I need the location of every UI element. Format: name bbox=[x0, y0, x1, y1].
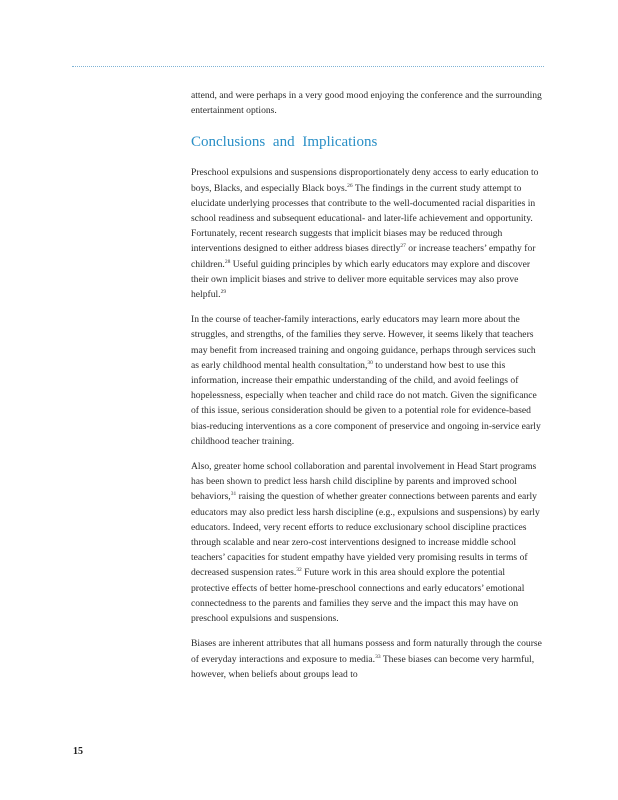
paragraph-text: Preschool expulsions and suspensions disproportionately deny access to early education to boys, Blacks, and especially Black boys. bbox=[191, 167, 539, 194]
paragraph-text: Future work in this area should explore the potential protective effects of better home-preschool connections and early educators’ emotional connectedness to the parents and families they serve and the impact this may have on preschool expulsions and suspensions. bbox=[191, 567, 525, 625]
paragraph-text: These biases can become very harmful, however, when beliefs about groups lead to bbox=[191, 653, 535, 680]
page-content bbox=[191, 88, 543, 692]
page-number: 15 bbox=[73, 746, 83, 757]
footnote-marker: 31 bbox=[230, 491, 237, 498]
intro-paragraph: attend, and were perhaps in a very good mood enjoying the conference and the surrounding entertainment options. bbox=[191, 90, 542, 117]
paragraph-text: In the course of teacher-family interactions, early educators may learn more about the struggles, and strengths, of the families they serve. However, it seems likely that teachers may benefit from increased training and ongoing guidance, perhaps through services such as early childhood mental health consultation, bbox=[191, 314, 536, 371]
paragraph-text: Also, greater home school collaboration and parental involvement in Head Start programs has been shown to predict less harsh child discipline by parents and improved school behaviors, bbox=[191, 461, 537, 503]
paragraph-text: Useful guiding principles by which early educators may explore and discover their own implicit biases and strive to deliver more equitable services may also prove helpful. bbox=[191, 258, 531, 301]
footnote-marker: 27 bbox=[400, 243, 406, 250]
paragraph-text: raising the question of whether greater connections between parents and early educators may also predict less harsh discipline (e.g., expulsions and suspensions) by early educators. Indeed, very recent efforts to reduce exclusionary school discipline practices through scalable and near zero-cost interventions designed to increase middle school teachers’ capacities for student empathy have yielded very promising results in terms of decreased suspension rates. bbox=[191, 491, 540, 579]
footnote-marker: 29 bbox=[220, 288, 227, 295]
paragraph-text: to understand how best to use this information, increase their empathic understanding of the child, and avoid feelings of hopelessness, especially when teacher and child race do not match. Given the significance of this issue, serious consideration should be given to a potential role for evidence-based bias-reducing interventions as a core component of preservice and ongoing in-service early childhood teacher training. bbox=[191, 359, 541, 447]
header-rule bbox=[72, 66, 544, 67]
footnote-marker: 33 bbox=[375, 653, 381, 660]
footnote-marker: 28 bbox=[224, 258, 231, 265]
body-paragraph bbox=[191, 165, 543, 302]
footnote-marker: 26 bbox=[347, 182, 353, 189]
body-paragraphs bbox=[191, 165, 543, 682]
body-paragraph bbox=[191, 636, 543, 682]
body-paragraph bbox=[191, 312, 543, 449]
paragraph-text: The findings in the current study attempt to elucidate underlying processes that contribute to the well-documented racial disparities in school readiness and subsequent educational- and later-life achievement and opportunity. Fortunately, recent research suggests that implicit biases may be reduced through interventions designed to either address biases directly bbox=[191, 182, 536, 255]
paragraph-text: or increase teachers’ empathy for children. bbox=[191, 243, 536, 270]
footnote-marker: 30 bbox=[367, 359, 373, 366]
paragraph-text: Biases are inherent attributes that all humans possess and form naturally through the course of everyday interactions and exposure to media. bbox=[191, 638, 542, 665]
body-paragraph bbox=[191, 459, 543, 626]
section-heading: Conclusions and Implications bbox=[191, 134, 378, 151]
footnote-marker: 32 bbox=[296, 567, 302, 574]
